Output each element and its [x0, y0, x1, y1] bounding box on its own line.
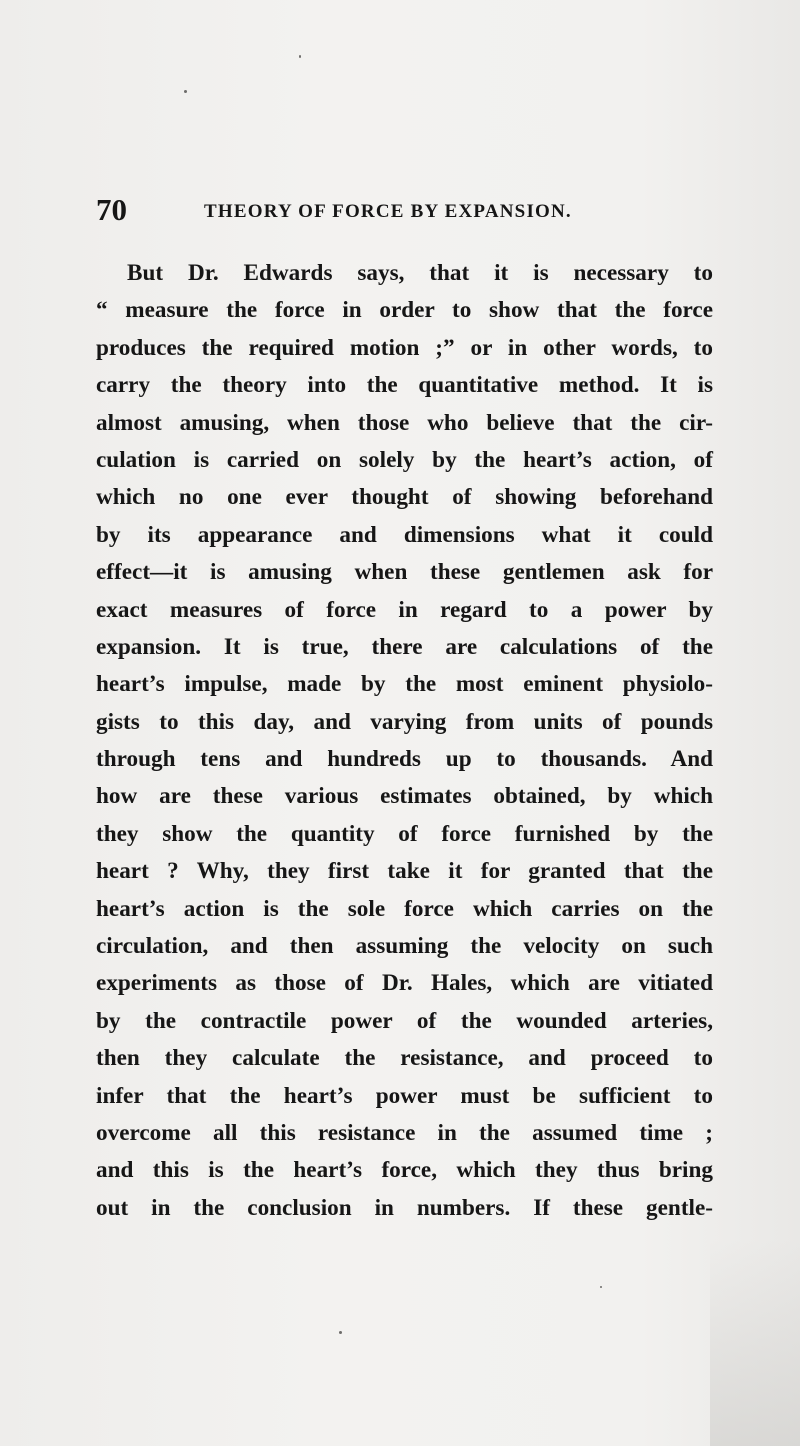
text-line: carry the theory into the quantitative method. It is [96, 372, 713, 399]
text-line: overcome all this resistance in the assumed time ; [96, 1119, 713, 1146]
text-line: gists to this day, and varying from units of pounds [96, 708, 713, 735]
text-line: expansion. It is true, there are calculations of the [96, 633, 713, 660]
text-line: exact measures of force in regard to a power by [96, 596, 713, 623]
paper-speck [600, 1286, 602, 1288]
text-line: heart’s action is the sole force which carries on the [96, 895, 713, 922]
text-line: through tens and hundreds up to thousands. And [96, 746, 713, 773]
text-line: by the contractile power of the wounded arteries, [96, 1007, 713, 1034]
text-line: heart ? Why, they first take it for granted that the [96, 858, 713, 885]
text-line: circulation, and then assuming the velocity on such [96, 933, 713, 960]
text-line: they show the quantity of force furnished by the [96, 820, 713, 847]
running-head: THEORY OF FORCE BY EXPANSION. [204, 201, 572, 222]
text-line: experiments as those of Dr. Hales, which are vitiated [96, 970, 713, 997]
text-line: and this is the heart’s force, which they thus bring [96, 1157, 713, 1184]
text-line: heart’s impulse, made by the most eminent physiolo- [96, 671, 713, 698]
text-line: how are these various estimates obtained, by which [96, 783, 713, 810]
text-line: effect—it is amusing when these gentlemen ask for [96, 559, 713, 586]
paper-speck [299, 55, 301, 58]
body-paragraph [96, 255, 713, 1227]
text-line: almost amusing, when those who believe that the cir- [96, 409, 713, 436]
text-line: by its appearance and dimensions what it could [96, 521, 713, 548]
text-line: culation is carried on solely by the heart’s action, of [96, 446, 713, 473]
page-number: 70 [96, 192, 127, 227]
text-line: infer that the heart’s power must be sufficient to [96, 1082, 713, 1109]
text-line: out in the conclusion in numbers. If these gentle- [96, 1194, 713, 1221]
page-header [96, 190, 716, 230]
paper-speck [339, 1331, 342, 1334]
text-line: “ measure the force in order to show that the force [96, 297, 713, 324]
paper-speck [184, 90, 187, 93]
text-line: which no one ever thought of showing beforehand [96, 484, 713, 511]
page-edge-shadow [710, 1240, 800, 1446]
text-line: produces the required motion ;” or in other words, to [96, 334, 713, 361]
text-line: But Dr. Edwards says, that it is necessary to [127, 260, 713, 286]
text-line: then they calculate the resistance, and proceed to [96, 1045, 713, 1072]
